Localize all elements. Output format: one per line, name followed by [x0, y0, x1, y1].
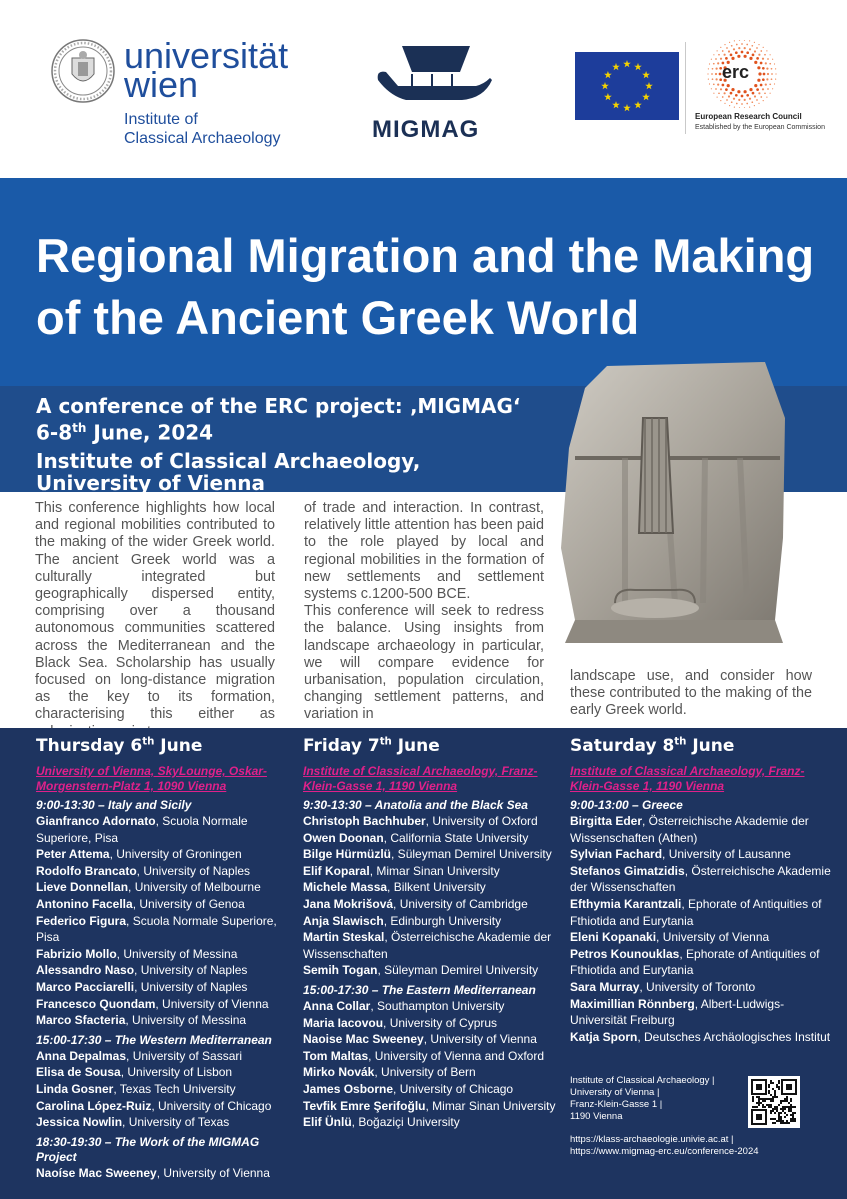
speaker-entry [303, 813, 565, 830]
speaker-entry [303, 962, 565, 979]
session-label: 9:00-13:00 – Greece [570, 798, 683, 812]
speaker-name: Eleni Kopanaki [570, 930, 657, 945]
speaker-entry [36, 913, 298, 946]
speaker-name: Alessandro Naso [36, 963, 135, 978]
program-day-thursday [36, 736, 298, 1181]
speaker-affiliation: , Edinburgh University [383, 913, 502, 928]
speaker-affiliation: , Mimar Sinan University [425, 1098, 556, 1113]
speaker-name: Fabrizio Mollo [36, 946, 117, 961]
speaker-entry [303, 846, 565, 863]
speaker-affiliation: , University of Toronto [639, 979, 756, 994]
date-sup: th [72, 421, 87, 435]
speaker-name: Michele Massa [303, 880, 388, 895]
speaker-entry [303, 1081, 565, 1098]
speaker-entry [570, 863, 832, 896]
title-line1: Regional Migration and the Making [36, 229, 815, 282]
session-label: 15:00-17:30 – The Eastern Mediterranean [303, 982, 536, 997]
speaker-affiliation: , University of Genoa [132, 896, 245, 911]
speaker-entry [36, 996, 298, 1013]
day-heading: Thursday 6th June [36, 736, 203, 756]
speaker-entry [303, 830, 565, 847]
speaker-entry [303, 1064, 565, 1081]
speaker-name: Birgitta Eder [570, 814, 643, 828]
speaker-affiliation: , University of Cambridge [393, 896, 528, 911]
speaker-affiliation: , University of Texas [122, 1115, 230, 1130]
speaker-affiliation: , University of Naples [136, 863, 251, 878]
speaker-entry [570, 929, 832, 946]
program-day-saturday [570, 736, 832, 1045]
speaker-name: Petros Kounouklas [570, 946, 680, 961]
speaker-affiliation: , University of Naples [134, 979, 248, 994]
speaker-entry [36, 1098, 298, 1115]
speaker-name: Linda Gosner [36, 1081, 114, 1096]
migmag-label: MIGMAG [372, 116, 480, 143]
speaker-affiliation: , Süleyman Demirel University [377, 963, 539, 978]
speaker-name: Anja Slawisch [303, 913, 384, 928]
day-heading: Friday 7th June [303, 736, 440, 756]
speaker-entry [36, 1064, 298, 1081]
speaker-affiliation: , University of Lausanne [662, 847, 791, 862]
eu-flag-icon [575, 52, 679, 120]
speaker-name: Mirko Novák [303, 1065, 375, 1080]
speaker-affiliation: , Deutsches Archäologisches Institut [637, 1029, 831, 1044]
speaker-name: Bilge Hürmüzlü [303, 847, 392, 862]
speaker-entry [36, 946, 298, 963]
speaker-affiliation: , California State University [383, 830, 529, 845]
day-heading: Saturday 8th June [570, 736, 735, 756]
speaker-entry [36, 1048, 298, 1065]
speaker-name: Maximillian Rönnberg [570, 996, 695, 1011]
speaker-entry [36, 846, 298, 863]
speaker-affiliation: , University of Messina [125, 1013, 247, 1028]
address-line2: University of Vienna | [570, 1087, 660, 1098]
speaker-entry [36, 979, 298, 996]
speaker-name: Stefanos Gimatzidis [570, 863, 685, 878]
speaker-entry [36, 1081, 298, 1098]
migmag-ship-logo-icon [372, 40, 496, 108]
speaker-name: Christoph Bachhuber [303, 814, 426, 828]
speaker-name: Elif Koparal [303, 863, 370, 878]
intro-paragraph-3: This conference will seek to redress the balance. Using insights from landscape archaeology in particular, we will compare evidence for urbanisation, population circulation, changing settlement patterns, and variation in [304, 603, 544, 723]
speaker-affiliation: , Ephorate of Antiquities of Fthiotida and Eurytania [570, 946, 820, 978]
website-link[interactable]: https://klass-archaeologie.univie.ac.at | [570, 1134, 734, 1145]
speaker-name: Lieve Donnellan [36, 880, 129, 895]
speaker-name: Semih Togan [303, 963, 378, 978]
speaker-name: Marco Sfacteria [36, 1013, 126, 1028]
speaker-name: Naoíse Mac Sweeney [36, 1165, 157, 1180]
speaker-affiliation: , University of Bern [374, 1065, 476, 1080]
session-label: 18:30-19:30 – The Work of the MIGMAG Project [36, 1134, 260, 1164]
header [0, 0, 847, 178]
speaker-affiliation: , Scuola Normale Superiore, Pisa [36, 814, 248, 845]
speaker-name: Maria Iacovou [303, 1015, 384, 1030]
university-name-line2: wien [124, 64, 199, 105]
footer-address [570, 1075, 745, 1123]
speaker-entry [36, 813, 298, 846]
session-label: 15:00-17:30 – The Western Mediterranean [36, 1032, 272, 1047]
footer-links [570, 1134, 840, 1158]
speaker-name: Tevfik Emre Şerifoğlu [303, 1098, 426, 1113]
speaker-affiliation: , University of Vienna and Oxford [368, 1048, 544, 1063]
speaker-affiliation: , Ephorate of Antiquities of Fthiotida and Eurytania [570, 896, 822, 928]
speaker-affiliation: , University of Sassari [126, 1048, 243, 1063]
erc-name: European Research Council [695, 112, 802, 121]
venue: University of Vienna, SkyLounge, Oskar-Morgenstern-Platz 1, 1090 Vienna [36, 764, 267, 793]
intro-paragraph-1: This conference highlights how local and regional mobilities contributed to the making of the wider Greek world. The ancient Greek world was a culturally integrated but geographically dispersed entity, comprising over a thousand autonomous communities scattered across the Mediterranean and the Black Sea. Scholarship has usually focused on long-distance migration as the key to its formation, characterising this either as [35, 500, 275, 723]
conference-title [36, 225, 826, 349]
speaker-name: Federico Figura [36, 913, 127, 928]
speaker-affiliation: , University of Messina [116, 946, 238, 961]
university-seal-icon [50, 38, 116, 104]
speaker-entry [570, 813, 832, 846]
speaker-entry [36, 1012, 298, 1029]
intro-column-3 [570, 668, 812, 720]
speaker-affiliation: , Süleyman Demirel University [391, 847, 552, 862]
venue: Institute of Classical Archaeology, Franz-Klein-Gasse 1, 1190 Vienna [303, 764, 538, 793]
subtitle-block [36, 395, 556, 494]
speaker-entry [36, 863, 298, 880]
speaker-name: James Osborne [303, 1081, 394, 1096]
speaker-affiliation: , University of Lisbon [120, 1065, 233, 1080]
speaker-affiliation: , University of Naples [134, 963, 248, 978]
subtitle-project: A conference of the ERC project: ‚MIGMAG‘ [36, 394, 521, 418]
speaker-entry [303, 913, 565, 930]
date-suffix: June, 2024 [86, 420, 214, 445]
speaker-entry [36, 962, 298, 979]
speaker-name: Elif Ünlü [303, 1115, 352, 1130]
speaker-entry [303, 998, 565, 1015]
speaker-name: Peter Attema [36, 847, 110, 862]
speaker-name: Owen Doonan [303, 830, 384, 845]
address-line4: 1190 Vienna [570, 1111, 623, 1122]
speaker-entry [570, 946, 832, 979]
speaker-entry [570, 846, 832, 863]
erc-logo-text: erc [722, 62, 750, 82]
speaker-affiliation: , Scuola Normale Superiore, Pisa [36, 913, 277, 945]
speaker-name: Jana Mokrišová [303, 896, 394, 911]
speaker-affiliation: , Österreichische Akademie der Wissenschaften [303, 930, 552, 961]
speaker-affiliation: , University of Vienna [156, 1165, 270, 1180]
intro-paragraph-4: landscape use, and consider how these contributed to the making of the early Greek world. [570, 668, 812, 719]
speaker-name: Sylvian Fachard [570, 847, 663, 862]
speaker-affiliation: , Boğaziçi University [351, 1115, 460, 1130]
intro-column-1 [35, 500, 275, 741]
speaker-affiliation: , Österreichische Akademie der Wissenschaften (Athen) [570, 814, 809, 845]
speaker-entry [570, 1029, 832, 1046]
speaker-entry [36, 1165, 298, 1182]
subtitle-institute: Institute of Classical Archaeology, [36, 448, 421, 473]
speaker-entry [570, 979, 832, 996]
institute-line1: Institute of [124, 111, 198, 128]
speaker-affiliation: , Texas Tech University [113, 1081, 236, 1096]
session-label: 9:30-13:30 – Anatolia and the Black Sea [303, 798, 528, 812]
speaker-affiliation: , University of Chicago [393, 1081, 514, 1096]
speaker-affiliation: , University of Vienna [155, 996, 269, 1011]
speaker-entry [570, 896, 832, 929]
program-day-friday [303, 736, 565, 1131]
speaker-affiliation: , University of Cyprus [383, 1015, 498, 1030]
speaker-entry [303, 929, 565, 962]
subtitle-date [36, 417, 556, 444]
qr-code-icon [748, 1076, 800, 1128]
institute-line2: Classical Archaeology [124, 130, 281, 147]
erc-subtitle: Established by the European Commission [695, 124, 825, 131]
speaker-name: Jessica Nowlin [36, 1115, 123, 1130]
speaker-name: Rodolfo Brancato [36, 863, 137, 878]
speaker-entry [303, 863, 565, 880]
speaker-name: Sara Murray [570, 979, 640, 994]
date-prefix: 6-8 [36, 420, 73, 445]
speaker-entry [36, 1114, 298, 1131]
speaker-entry [303, 1031, 565, 1048]
speaker-name: Marco Pacciarelli [36, 979, 135, 994]
logo-divider [685, 42, 686, 134]
speaker-affiliation: , Southampton University [370, 998, 505, 1013]
speaker-entry [303, 1114, 565, 1131]
title-line2: of the Ancient Greek World [36, 291, 640, 344]
speaker-name: Katja Sporn [570, 1029, 638, 1044]
speaker-name: Naoise Mac Sweeney [303, 1032, 424, 1047]
speaker-entry [36, 896, 298, 913]
venue: Institute of Classical Archaeology, Franz-Klein-Gasse 1, 1190 Vienna [570, 764, 805, 793]
address-line1: Institute of Classical Archaeology | [570, 1075, 715, 1086]
speaker-affiliation: , University of Vienna [423, 1032, 537, 1047]
speaker-entry [303, 879, 565, 896]
speaker-affiliation: , Albert-Ludwigs-Universität Freiburg [570, 996, 785, 1028]
speaker-affiliation: , Bilkent University [387, 880, 486, 895]
speaker-entry [36, 879, 298, 896]
speaker-name: Martin Steskal [303, 930, 385, 945]
speaker-name: Anna Collar [303, 998, 371, 1013]
speaker-name: Efthymia Karantzali [570, 896, 682, 911]
speaker-affiliation: , Mimar Sinan University [369, 863, 500, 878]
conference-link[interactable]: https://www.migmag-erc.eu/conference-2024 [570, 1146, 759, 1157]
subtitle-university: University of Vienna [36, 470, 266, 495]
speaker-name: Elisa de Sousa [36, 1065, 121, 1080]
speaker-entry [303, 1015, 565, 1032]
speaker-affiliation: , University of Oxford [425, 814, 538, 828]
marble-sculpture-image [555, 358, 791, 648]
intro-paragraph-2: of trade and interaction. In contrast, relatively little attention has been paid to the role played by local and regional mobilities in the formation of new settlements and settlement systems c.1200-500 BCE. [304, 500, 544, 603]
session-label: 9:00-13:30 – Italy and Sicily [36, 798, 192, 812]
university-name-line1: universität [124, 35, 289, 76]
speaker-entry [303, 1098, 565, 1115]
speaker-entry [303, 896, 565, 913]
intro-column-2 [304, 500, 544, 724]
speaker-affiliation: , Österreichische Akademie der Wissenschaften [570, 863, 831, 895]
speaker-affiliation: , University of Vienna [656, 930, 770, 945]
speaker-affiliation: , University of Melbourne [128, 880, 261, 895]
speaker-name: Francesco Quondam [36, 996, 156, 1011]
speaker-name: Carolina López-Ruiz [36, 1098, 152, 1113]
speaker-name: Tom Maltas [303, 1048, 369, 1063]
speaker-entry [303, 1048, 565, 1065]
speaker-entry [570, 996, 832, 1029]
speaker-name: Antonino Facella [36, 896, 133, 911]
speaker-name: Anna Depalmas [36, 1048, 127, 1063]
address-line3: Franz-Klein-Gasse 1 | [570, 1099, 663, 1110]
speaker-affiliation: , University of Groningen [109, 847, 242, 862]
speaker-affiliation: , University of Chicago [151, 1098, 272, 1113]
speaker-name: Gianfranco Adornato [36, 814, 156, 828]
